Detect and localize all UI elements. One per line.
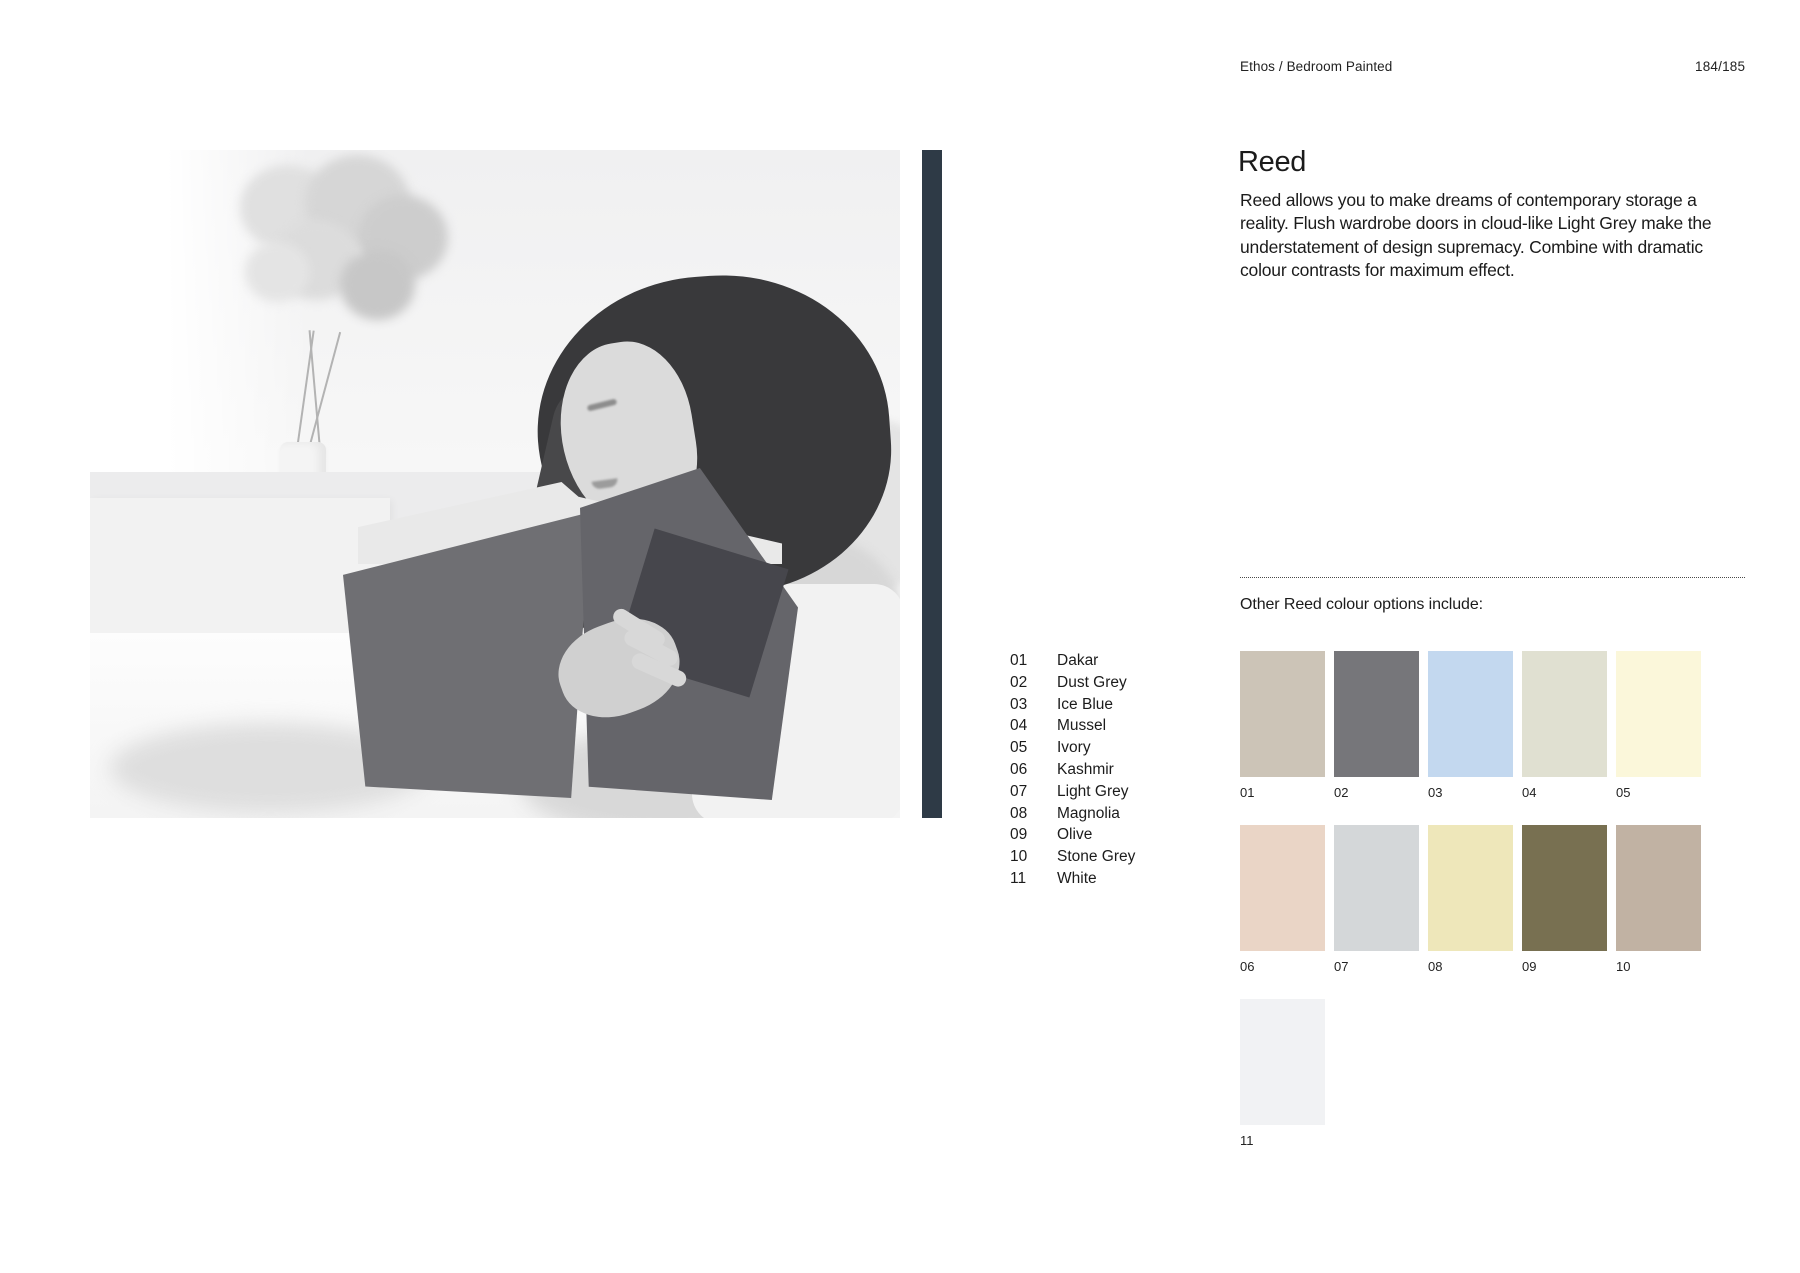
- swatch-colour-03: [1428, 651, 1513, 777]
- colour-code: 08: [1010, 804, 1028, 822]
- colour-name: White: [1057, 869, 1097, 887]
- colour-name: Light Grey: [1057, 782, 1129, 800]
- colour-code: 02: [1010, 673, 1028, 691]
- page-number: 184/185: [1695, 59, 1746, 74]
- swatch-cell-11: [1240, 999, 1325, 1147]
- dotted-divider: [1240, 577, 1745, 578]
- colour-list-item: [1010, 868, 1135, 890]
- swatch-cell-09: [1522, 825, 1607, 973]
- swatch-cell-07: [1334, 825, 1419, 973]
- swatch-cell-06: [1240, 825, 1325, 973]
- colour-code: 11: [1010, 869, 1027, 887]
- colour-list-item: [1010, 781, 1135, 803]
- swatch-cell-01: [1240, 651, 1325, 799]
- swatch-colour-08: [1428, 825, 1513, 951]
- swatch-cell-03: [1428, 651, 1513, 799]
- colour-code: 09: [1010, 826, 1028, 844]
- colour-list-item: [1010, 694, 1135, 716]
- colour-name: Olive: [1057, 826, 1093, 844]
- swatch-label: 06: [1240, 959, 1255, 974]
- colour-list-item: [1010, 650, 1135, 672]
- colour-name: Ice Blue: [1057, 695, 1114, 713]
- swatch-label: 07: [1334, 959, 1349, 974]
- accent-bar: [922, 150, 942, 818]
- swatch-grid: [1240, 651, 1710, 1147]
- swatch-cell-10: [1616, 825, 1701, 973]
- swatch-label: 02: [1334, 785, 1349, 800]
- colour-code: 10: [1010, 848, 1028, 866]
- swatch-cell-02: [1334, 651, 1419, 799]
- colour-list-item: [1010, 715, 1135, 737]
- swatch-label: 08: [1428, 959, 1443, 974]
- swatch-label: 03: [1428, 785, 1443, 800]
- swatch-cell-05: [1616, 651, 1701, 799]
- colour-name: Mussel: [1057, 717, 1107, 735]
- swatch-colour-04: [1522, 651, 1607, 777]
- swatch-label: 11: [1240, 1133, 1254, 1148]
- photo-flowers: [245, 242, 310, 302]
- swatch-colour-01: [1240, 651, 1325, 777]
- colour-name: Magnolia: [1057, 804, 1120, 822]
- bedroom-photo: [90, 150, 900, 818]
- colour-code: 04: [1010, 717, 1028, 735]
- page-title: Reed: [1238, 146, 1307, 178]
- swatch-colour-06: [1240, 825, 1325, 951]
- colour-code: 01: [1010, 652, 1028, 669]
- colour-code: 06: [1010, 760, 1028, 778]
- colour-name: Dakar: [1057, 652, 1099, 669]
- colour-list: [1010, 650, 1135, 890]
- swatch-cell-08: [1428, 825, 1513, 973]
- swatch-label: 01: [1240, 785, 1255, 800]
- colour-name: Kashmir: [1057, 760, 1114, 778]
- colour-code: 07: [1010, 782, 1028, 800]
- swatch-colour-09: [1522, 825, 1607, 951]
- colour-list-item: [1010, 737, 1135, 759]
- colour-list-item: [1010, 759, 1135, 781]
- colour-list-item: [1010, 803, 1135, 825]
- photo-flowers: [340, 250, 415, 320]
- colour-list-item: [1010, 846, 1135, 868]
- colour-code: 03: [1010, 695, 1028, 713]
- colour-list-item: [1010, 672, 1135, 694]
- swatch-cell-04: [1522, 651, 1607, 799]
- colour-name: Ivory: [1057, 739, 1091, 757]
- colour-code: 05: [1010, 739, 1028, 757]
- colour-list-item: [1010, 824, 1135, 846]
- swatch-colour-11: [1240, 999, 1325, 1125]
- swatch-colour-07: [1334, 825, 1419, 951]
- swatch-label: 10: [1616, 959, 1631, 974]
- swatch-label: 09: [1522, 959, 1537, 974]
- product-description: Reed allows you to make dreams of contemporary storage a reality. Flush wardrobe doors in cloud-like Light Grey make the understatement of design supremacy. Combine with dramatic colour contrasts for maximum effect.: [1240, 190, 1712, 281]
- breadcrumb: Ethos / Bedroom Painted: [1240, 59, 1393, 74]
- colour-name: Dust Grey: [1057, 673, 1127, 691]
- swatch-colour-02: [1334, 651, 1419, 777]
- swatch-colour-10: [1616, 825, 1701, 951]
- swatch-colour-05: [1616, 651, 1701, 777]
- colour-options-heading: Other Reed colour options include:: [1240, 596, 1483, 613]
- swatch-label: 04: [1522, 785, 1537, 800]
- swatch-label: 05: [1616, 785, 1631, 800]
- colour-name: Stone Grey: [1057, 848, 1136, 866]
